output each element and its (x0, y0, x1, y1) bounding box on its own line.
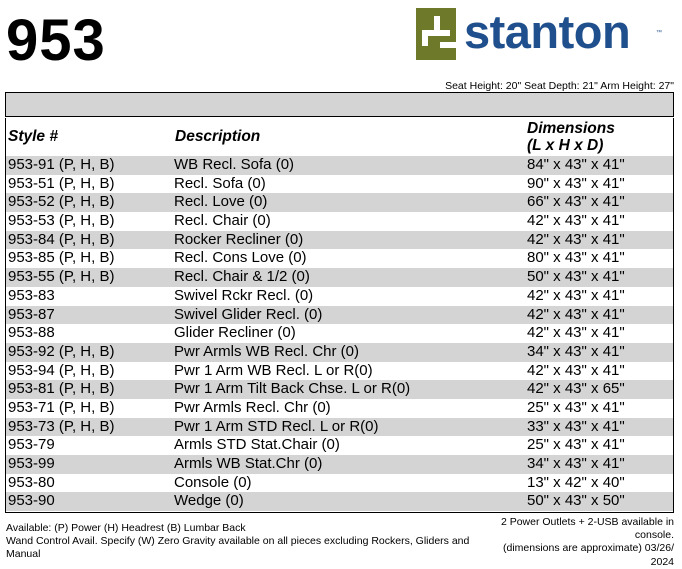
style-cell: 953-91 (P, H, B) (8, 156, 115, 173)
style-cell: 953-73 (P, H, B) (8, 417, 115, 435)
table-row (6, 287, 673, 306)
dimensions-cell: 42" x 43" x 41" (527, 212, 625, 230)
description-cell: Armls STD Stat.Chair (0) (174, 436, 340, 454)
style-cell: 953-85 (P, H, B) (8, 249, 115, 267)
style-cell: 953-99 (8, 455, 55, 472)
description-cell: Recl. Love (0) (174, 193, 268, 211)
description-cell: Recl. Chair (0) (174, 212, 271, 230)
table-header (6, 118, 673, 156)
style-cell: 953-84 (P, H, B) (8, 230, 115, 248)
style-cell: 953-55 (P, H, B) (8, 268, 115, 286)
dimensions-cell: 42" x 43" x 41" (527, 230, 625, 248)
description-cell: Pwr Armls Recl. Chr (0) (174, 398, 331, 416)
description-cell: Pwr 1 Arm WB Recl. L or R(0) (174, 361, 373, 379)
style-cell: 953-79 (8, 436, 55, 454)
description-cell: Wedge (0) (174, 492, 244, 510)
style-cell: 953-94 (P, H, B) (8, 361, 115, 379)
availability-note: Available: (P) Power (H) Headrest (B) Lumbar Back (6, 522, 246, 534)
description-cell: Pwr 1 Arm STD Recl. L or R(0) (174, 417, 379, 435)
stanton-mark-icon (416, 8, 460, 60)
footer-notes (6, 522, 476, 562)
product-table (5, 118, 674, 513)
table-row (6, 249, 673, 268)
table-row (6, 156, 673, 175)
table-row (6, 418, 673, 437)
table-row (6, 306, 673, 325)
console-note: 2 Power Outlets + 2-USB available in console. (500, 516, 674, 542)
column-header-description: Description (175, 128, 261, 145)
dimensions-cell: 50" x 43" x 41" (527, 268, 625, 286)
dimensions-cell: 25" x 43" x 41" (527, 398, 625, 416)
style-cell: 953-87 (8, 305, 55, 323)
dimensions-cell: 33" x 43" x 41" (527, 417, 625, 435)
table-row (6, 324, 673, 343)
table-row (6, 399, 673, 418)
table-row (6, 175, 673, 194)
column-header-style: Style # (8, 128, 58, 145)
trademark-symbol: ™ (656, 30, 662, 36)
table-body (6, 156, 673, 511)
description-cell: Pwr 1 Arm Tilt Back Chse. L or R(0) (174, 380, 411, 398)
style-cell: 953-83 (8, 286, 55, 304)
description-cell: Console (0) (174, 473, 252, 491)
style-cell: 953-52 (P, H, B) (8, 193, 115, 211)
column-header-dimensions (527, 120, 615, 154)
table-row (6, 492, 673, 511)
seat-specs: Seat Height: 20" Seat Depth: 21" Arm Height: 27" (445, 80, 674, 92)
description-cell: Recl. Cons Love (0) (174, 249, 307, 267)
dimensions-cell: 42" x 43" x 41" (527, 286, 625, 304)
description-cell: WB Recl. Sofa (0) (174, 156, 295, 173)
description-cell: Glider Recliner (0) (174, 324, 296, 342)
dimensions-header-line1: Dimensions (527, 120, 615, 137)
style-cell: 953-71 (P, H, B) (8, 398, 115, 416)
dimensions-header-line2: (L x H x D) (527, 137, 604, 154)
table-row (6, 436, 673, 455)
dimensions-cell: 66" x 43" x 41" (527, 193, 625, 211)
style-cell: 953-81 (P, H, B) (8, 380, 115, 398)
dimensions-cell: 42" x 43" x 41" (527, 305, 625, 323)
table-row (6, 455, 673, 474)
dimensions-cell: 42" x 43" x 41" (527, 324, 625, 342)
style-cell: 953-90 (8, 492, 55, 510)
header-banner (5, 92, 674, 117)
table-row (6, 193, 673, 212)
dimensions-cell: 84" x 43" x 41" (527, 156, 625, 173)
style-cell: 953-80 (8, 473, 55, 491)
dimensions-cell: 34" x 43" x 41" (527, 342, 625, 360)
table-row (6, 362, 673, 381)
dimensions-cell: 13" x 42" x 40" (527, 473, 625, 491)
style-cell: 953-51 (P, H, B) (8, 174, 115, 192)
footer-right-notes (484, 516, 674, 569)
dimensions-cell: 42" x 43" x 65" (527, 380, 625, 398)
dimensions-cell: 50" x 43" x 50" (527, 492, 625, 510)
stanton-logo (416, 5, 674, 64)
style-cell: 953-88 (8, 324, 55, 342)
table-row (6, 268, 673, 287)
table-row (6, 380, 673, 399)
dimensions-cell: 90" x 43" x 41" (527, 174, 625, 192)
dimensions-disclaimer: (dimensions are approximate) 03/26/ 2024 (502, 542, 674, 568)
description-cell: Armls WB Stat.Chr (0) (174, 455, 323, 472)
table-row (6, 343, 673, 362)
brand-wordmark: stanton (464, 5, 631, 58)
dimensions-cell: 42" x 43" x 41" (527, 361, 625, 379)
description-cell: Swivel Glider Recl. (0) (174, 305, 323, 323)
dimensions-cell: 34" x 43" x 41" (527, 455, 625, 472)
wand-control-note: Wand Control Avail. Specify (W) Zero Gravity available on all pieces excluding Rockers, Gliders and Manual (6, 535, 470, 561)
description-cell: Recl. Sofa (0) (174, 174, 266, 192)
dimensions-cell: 80" x 43" x 41" (527, 249, 625, 267)
description-cell: Rocker Recliner (0) (174, 230, 304, 248)
table-row (6, 474, 673, 493)
style-cell: 953-53 (P, H, B) (8, 212, 115, 230)
table-row (6, 231, 673, 250)
description-cell: Recl. Chair & 1/2 (0) (174, 268, 310, 286)
dimensions-cell: 25" x 43" x 41" (527, 436, 625, 454)
table-row (6, 212, 673, 231)
style-cell: 953-92 (P, H, B) (8, 342, 115, 360)
description-cell: Pwr Armls WB Recl. Chr (0) (174, 342, 360, 360)
model-number: 953 (6, 8, 106, 73)
description-cell: Swivel Rckr Recl. (0) (174, 286, 314, 304)
